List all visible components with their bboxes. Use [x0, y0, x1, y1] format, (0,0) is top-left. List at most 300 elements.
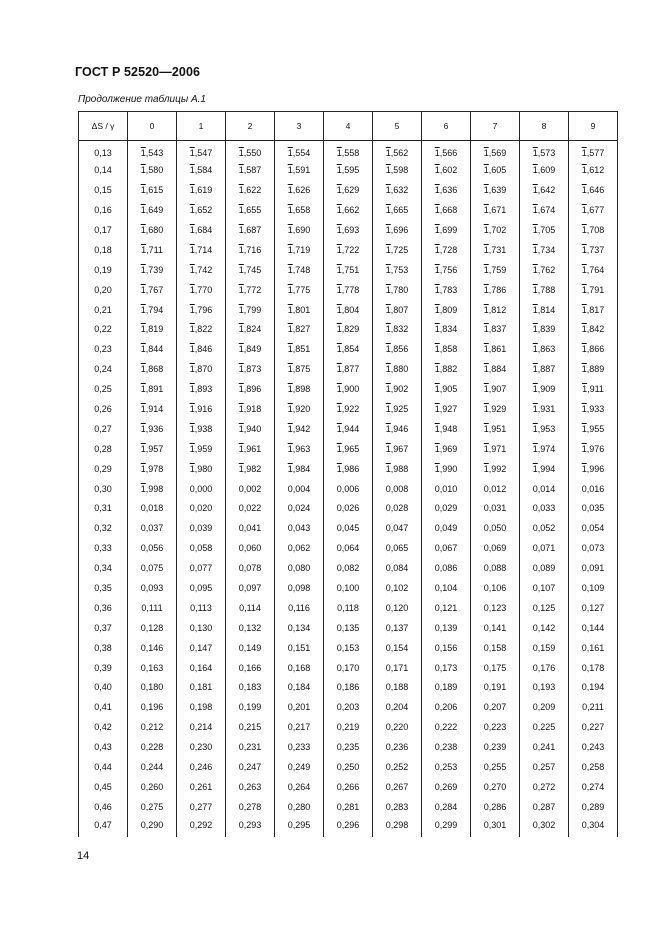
corner-header: ΔS / γ	[79, 112, 128, 141]
cell-mantissa: 0,198	[189, 702, 213, 713]
cell-mantissa: ,827	[292, 324, 311, 335]
table-cell	[373, 717, 422, 737]
table-cell	[569, 220, 618, 240]
cell-mantissa: 0,231	[238, 742, 262, 753]
cell-characteristic: 1	[434, 344, 440, 355]
table-cell	[373, 141, 422, 161]
table-cell	[569, 160, 618, 180]
cell-mantissa: ,893	[194, 384, 213, 395]
row-label: 0,25	[79, 379, 128, 399]
cell-characteristic: 1	[532, 185, 538, 196]
cell-mantissa: ,699	[439, 225, 458, 235]
table-cell	[373, 300, 422, 320]
row-label: 0,32	[79, 518, 128, 538]
column-header: 7	[471, 112, 520, 141]
cell-mantissa: ,907	[488, 384, 507, 395]
table-cell	[373, 220, 422, 240]
cell-mantissa: ,844	[145, 344, 164, 355]
table-cell	[177, 320, 226, 340]
cell-mantissa: 0,196	[140, 702, 164, 713]
cell-mantissa: ,558	[341, 147, 360, 158]
cell-mantissa: ,898	[292, 384, 311, 395]
cell-mantissa: 0,008	[385, 483, 409, 494]
table-cell	[373, 240, 422, 260]
table-cell	[128, 240, 177, 260]
cell-mantissa: 0,104	[434, 583, 458, 594]
cell-mantissa: ,846	[194, 344, 213, 355]
cell-mantissa: ,786	[488, 284, 507, 295]
table-cell	[226, 538, 275, 558]
table-cell	[520, 141, 569, 161]
cell-mantissa: 0,212	[140, 722, 164, 733]
cell-mantissa: ,668	[439, 205, 458, 216]
cell-characteristic: 1	[434, 364, 440, 375]
cell-mantissa: 0,269	[434, 781, 458, 792]
table-cell	[128, 260, 177, 280]
cell-mantissa: 0,257	[532, 762, 556, 773]
cell-mantissa: ,646	[586, 185, 605, 196]
cell-characteristic: 1	[238, 244, 244, 255]
cell-mantissa: 0,233	[287, 742, 311, 753]
cell-characteristic: 1	[140, 185, 146, 196]
table-cell	[275, 638, 324, 658]
table-cell	[324, 717, 373, 737]
cell-characteristic: 1	[238, 284, 244, 295]
cell-characteristic: 1	[581, 225, 587, 235]
table-cell	[324, 320, 373, 340]
cell-mantissa: ,986	[341, 463, 360, 474]
cell-characteristic: 1	[434, 205, 440, 216]
table-cell	[471, 558, 520, 578]
row-label: 0,19	[79, 260, 128, 280]
column-header: 1	[177, 112, 226, 141]
cell-mantissa: 0,154	[385, 642, 409, 653]
cell-characteristic: 1	[385, 147, 391, 158]
cell-mantissa: 0,135	[336, 622, 360, 633]
table-cell	[177, 479, 226, 499]
cell-mantissa: 0,209	[532, 702, 556, 713]
cell-mantissa: 0,214	[189, 722, 213, 733]
row-label: 0,15	[79, 180, 128, 200]
cell-mantissa: ,737	[586, 244, 605, 255]
cell-mantissa: 0,230	[189, 742, 213, 753]
table-cell	[275, 538, 324, 558]
cell-mantissa: 0,111	[141, 602, 163, 613]
table-cell	[324, 558, 373, 578]
row-label: 0,40	[79, 678, 128, 698]
table-cell	[422, 538, 471, 558]
cell-characteristic: 1	[189, 384, 195, 395]
table-cell	[128, 300, 177, 320]
cell-characteristic: 1	[532, 404, 538, 415]
table-cell	[128, 220, 177, 240]
cell-characteristic: 1	[385, 463, 391, 474]
table-cell	[177, 260, 226, 280]
cell-mantissa: 0,082	[336, 563, 360, 574]
cell-mantissa: ,882	[439, 364, 458, 375]
table-cell	[520, 598, 569, 618]
cell-characteristic: 1	[532, 244, 538, 255]
table-cell	[422, 737, 471, 757]
table-cell	[128, 757, 177, 777]
table-row	[79, 518, 618, 538]
cell-mantissa: 0,164	[189, 662, 213, 673]
table-cell	[324, 240, 373, 260]
cell-characteristic: 1	[581, 463, 587, 474]
table-cell	[422, 280, 471, 300]
cell-mantissa: ,788	[537, 284, 556, 295]
table-cell	[471, 339, 520, 359]
cell-mantissa: ,714	[194, 244, 213, 255]
table-cell	[520, 817, 569, 837]
cell-characteristic: 1	[483, 404, 489, 415]
table-cell	[569, 777, 618, 797]
table-cell	[569, 479, 618, 499]
cell-mantissa: ,929	[488, 404, 507, 415]
cell-characteristic: 1	[483, 344, 489, 355]
table-cell	[471, 459, 520, 479]
table-cell	[226, 658, 275, 678]
table-cell	[373, 499, 422, 519]
cell-mantissa: ,996	[586, 463, 605, 474]
cell-mantissa: 0,284	[434, 801, 458, 812]
table-cell	[226, 419, 275, 439]
row-label: 0,26	[79, 399, 128, 419]
cell-characteristic: 1	[140, 443, 146, 454]
cell-characteristic: 1	[140, 205, 146, 216]
cell-mantissa: ,705	[537, 225, 556, 235]
table-cell	[569, 439, 618, 459]
row-label: 0,44	[79, 757, 128, 777]
cell-mantissa: ,918	[243, 404, 262, 415]
table-cell	[422, 678, 471, 698]
cell-characteristic: 1	[581, 147, 587, 158]
cell-mantissa: 0,035	[581, 503, 605, 514]
cell-mantissa: 0,084	[385, 563, 409, 574]
cell-characteristic: 1	[483, 225, 489, 235]
cell-characteristic: 1	[140, 284, 146, 295]
table-cell	[373, 379, 422, 399]
table-cell	[373, 558, 422, 578]
cell-mantissa: 0,261	[189, 781, 213, 792]
table-cell	[520, 339, 569, 359]
cell-mantissa: ,982	[243, 463, 262, 474]
table-cell	[226, 260, 275, 280]
table-cell	[324, 339, 373, 359]
table-row	[79, 717, 618, 737]
table-cell	[569, 359, 618, 379]
cell-characteristic: 1	[238, 344, 244, 355]
cell-mantissa: ,655	[243, 205, 262, 216]
table-cell	[177, 200, 226, 220]
table-cell	[520, 180, 569, 200]
cell-mantissa: ,756	[439, 264, 458, 275]
cell-mantissa: ,837	[488, 324, 507, 335]
cell-mantissa: 0,018	[140, 503, 164, 514]
table-cell	[471, 200, 520, 220]
cell-mantissa: ,911	[587, 384, 604, 395]
table-cell	[226, 320, 275, 340]
table-row	[79, 300, 618, 320]
cell-mantissa: ,931	[537, 404, 556, 415]
table-cell	[177, 777, 226, 797]
cell-mantissa: 0,170	[336, 662, 360, 673]
table-cell	[520, 777, 569, 797]
column-header: 2	[226, 112, 275, 141]
table-cell	[520, 399, 569, 419]
row-label: 0,24	[79, 359, 128, 379]
table-cell	[520, 280, 569, 300]
cell-mantissa: 0,020	[189, 503, 213, 514]
cell-characteristic: 1	[434, 463, 440, 474]
cell-mantissa: 0,220	[385, 722, 409, 733]
table-cell	[226, 737, 275, 757]
table-cell	[569, 379, 618, 399]
cell-mantissa: ,762	[537, 264, 556, 275]
cell-characteristic: 1	[532, 225, 538, 235]
table-cell	[471, 160, 520, 180]
cell-characteristic: 1	[189, 205, 195, 216]
table-cell	[520, 638, 569, 658]
cell-mantissa: ,693	[341, 225, 360, 235]
cell-mantissa: ,639	[488, 185, 507, 196]
table-cell	[422, 598, 471, 618]
table-cell	[128, 339, 177, 359]
table-cell	[520, 220, 569, 240]
cell-mantissa: 0,295	[287, 819, 311, 830]
cell-mantissa: 0,050	[483, 523, 507, 534]
cell-mantissa: 0,078	[238, 563, 262, 574]
table-cell	[177, 538, 226, 558]
cell-mantissa: 0,000	[189, 483, 213, 494]
cell-mantissa: 0,274	[581, 781, 605, 792]
table-row	[79, 797, 618, 817]
table-cell	[128, 499, 177, 519]
table-cell	[177, 737, 226, 757]
table-cell	[373, 359, 422, 379]
table-cell	[422, 240, 471, 260]
cell-mantissa: 0,064	[336, 543, 360, 554]
table-cell	[422, 499, 471, 519]
table-cell	[177, 578, 226, 598]
column-header: 8	[520, 112, 569, 141]
cell-mantissa: 0,264	[287, 781, 311, 792]
table-cell	[226, 180, 275, 200]
cell-mantissa: 0,102	[385, 583, 409, 594]
cell-mantissa: ,671	[488, 205, 507, 216]
cell-mantissa: ,963	[292, 443, 311, 454]
table-cell	[471, 260, 520, 280]
table-row	[79, 757, 618, 777]
cell-mantissa: 0,186	[336, 682, 360, 693]
cell-characteristic: 1	[385, 364, 391, 375]
table-cell	[324, 797, 373, 817]
cell-mantissa: 0,263	[238, 781, 262, 792]
cell-characteristic: 1	[140, 384, 146, 395]
cell-mantissa: 0,206	[434, 702, 458, 713]
cell-characteristic: 1	[336, 423, 342, 434]
table-cell	[275, 200, 324, 220]
table-cell	[471, 658, 520, 678]
row-label: 0,30	[79, 479, 128, 499]
table-cell	[275, 339, 324, 359]
table-cell	[177, 678, 226, 698]
cell-mantissa: 0,151	[287, 642, 311, 653]
table-cell	[226, 399, 275, 419]
cell-mantissa: 0,255	[483, 762, 507, 773]
table-cell	[569, 180, 618, 200]
cell-mantissa: 0,171	[385, 662, 409, 673]
table-cell	[422, 180, 471, 200]
table-row	[79, 678, 618, 698]
table-cell	[128, 180, 177, 200]
table-row	[79, 320, 618, 340]
cell-characteristic: 1	[581, 364, 587, 375]
table-cell	[226, 339, 275, 359]
table-row	[79, 538, 618, 558]
row-label: 0,18	[79, 240, 128, 260]
table-cell	[471, 797, 520, 817]
table-cell	[471, 499, 520, 519]
cell-characteristic: 1	[434, 165, 440, 176]
table-header-row	[79, 112, 618, 141]
table-row	[79, 339, 618, 359]
cell-mantissa: ,598	[390, 165, 409, 176]
table-cell	[520, 558, 569, 578]
cell-mantissa: 0,060	[238, 543, 262, 554]
cell-characteristic: 1	[581, 304, 587, 315]
cell-characteristic: 1	[434, 185, 440, 196]
cell-mantissa: 0,181	[189, 682, 213, 693]
table-cell	[128, 479, 177, 499]
cell-characteristic: 1	[189, 324, 195, 335]
cell-mantissa: 0,069	[483, 543, 507, 554]
table-row	[79, 220, 618, 240]
cell-mantissa: 0,127	[581, 602, 605, 613]
table-cell	[471, 419, 520, 439]
cell-mantissa: 0,016	[581, 483, 605, 494]
cell-characteristic: 1	[483, 244, 489, 255]
cell-mantissa: ,716	[243, 244, 262, 255]
cell-mantissa: ,632	[390, 185, 409, 196]
cell-mantissa: ,794	[145, 304, 164, 315]
cell-mantissa: ,780	[390, 284, 409, 295]
table-cell	[226, 817, 275, 837]
cell-characteristic: 1	[238, 404, 244, 415]
cell-mantissa: 0,132	[238, 622, 262, 633]
cell-mantissa: 0,283	[385, 801, 409, 812]
table-cell	[373, 180, 422, 200]
table-cell	[128, 618, 177, 638]
cell-mantissa: 0,241	[532, 742, 556, 753]
cell-characteristic: 1	[336, 443, 342, 454]
table-cell	[324, 280, 373, 300]
cell-mantissa: 0,239	[483, 742, 507, 753]
cell-mantissa: 0,100	[336, 583, 360, 594]
cell-characteristic: 1	[385, 244, 391, 255]
cell-characteristic: 1	[238, 364, 244, 375]
cell-mantissa: ,580	[145, 165, 164, 176]
cell-mantissa: ,953	[537, 423, 556, 434]
cell-mantissa: 0,109	[581, 583, 605, 594]
cell-characteristic: 1	[483, 443, 489, 454]
cell-mantissa: 0,217	[287, 722, 311, 733]
cell-mantissa: 0,215	[238, 722, 262, 733]
cell-mantissa: 0,130	[189, 622, 213, 633]
cell-mantissa: 0,095	[189, 583, 213, 594]
table-row	[79, 379, 618, 399]
cell-mantissa: 0,128	[140, 622, 164, 633]
cell-mantissa: ,619	[194, 185, 213, 196]
cell-characteristic: 1	[287, 404, 293, 415]
cell-mantissa: ,880	[390, 364, 409, 375]
table-cell	[422, 399, 471, 419]
cell-mantissa: 0,249	[287, 762, 311, 773]
cell-mantissa: ,933	[586, 404, 605, 415]
cell-mantissa: ,909	[537, 384, 556, 395]
table-cell	[422, 160, 471, 180]
cell-characteristic: 1	[581, 264, 587, 275]
table-cell	[471, 280, 520, 300]
row-label: 0,35	[79, 578, 128, 598]
table-cell	[471, 399, 520, 419]
cell-mantissa: ,783	[439, 284, 458, 295]
table-cell	[177, 240, 226, 260]
table-cell	[520, 678, 569, 698]
table-cell	[226, 240, 275, 260]
cell-characteristic: 1	[532, 205, 538, 216]
cell-mantissa: ,711	[146, 244, 163, 255]
cell-mantissa: 0,272	[532, 781, 556, 792]
cell-mantissa: 0,246	[189, 762, 213, 773]
cell-mantissa: 0,176	[532, 662, 556, 673]
cell-mantissa: 0,298	[385, 819, 409, 830]
table-cell	[275, 777, 324, 797]
cell-mantissa: 0,260	[140, 781, 164, 792]
table-cell	[373, 757, 422, 777]
table-cell	[324, 757, 373, 777]
cell-mantissa: ,554	[292, 147, 311, 158]
cell-mantissa: ,832	[390, 324, 409, 335]
cell-characteristic: 1	[483, 364, 489, 375]
table-cell	[471, 518, 520, 538]
table-row	[79, 399, 618, 419]
row-label: 0,46	[79, 797, 128, 817]
cell-mantissa: 0,236	[385, 742, 409, 753]
cell-mantissa: ,629	[341, 185, 360, 196]
cell-characteristic: 1	[287, 463, 293, 474]
cell-characteristic: 1	[581, 324, 587, 335]
table-cell	[177, 717, 226, 737]
table-cell	[422, 379, 471, 399]
cell-mantissa: ,642	[537, 185, 556, 196]
cell-characteristic: 1	[238, 304, 244, 315]
table-row	[79, 160, 618, 180]
table-cell	[128, 379, 177, 399]
cell-mantissa: 0,029	[434, 503, 458, 514]
cell-characteristic: 1	[189, 423, 195, 434]
cell-characteristic: 1	[385, 404, 391, 415]
table-cell	[373, 797, 422, 817]
cell-mantissa: 0,292	[189, 819, 213, 830]
cell-mantissa: 0,247	[238, 762, 262, 773]
cell-characteristic: 1	[483, 165, 489, 176]
cell-mantissa: ,658	[292, 205, 311, 216]
cell-characteristic: 1	[141, 244, 147, 255]
table-cell	[569, 200, 618, 220]
table-cell	[569, 518, 618, 538]
table-cell	[226, 777, 275, 797]
